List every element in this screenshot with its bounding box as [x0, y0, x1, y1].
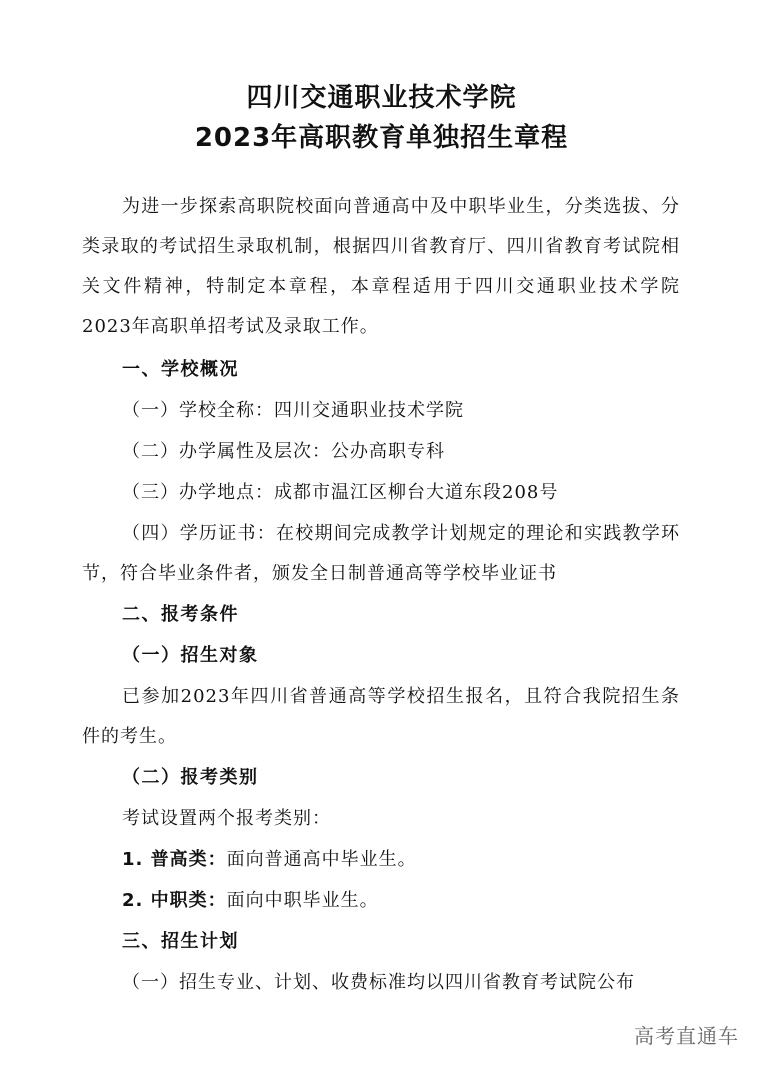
watermark-text: 高考直通车 — [634, 1024, 739, 1048]
intro-paragraph: 为进一步探索高职院校面向普通高中及中职毕业生，分类选拔、分类录取的考试招生录取机制，根据四川省教育厅、四川省教育考试院相关文件精神，特制定本章程，本章程适用于四川交通职业技术学院2023年高职单招考试及录取工作。 — [82, 196, 680, 337]
category-vocational-text: 面向中职毕业生。 — [226, 890, 379, 911]
section2-heading: 二、报考条件 — [122, 604, 239, 625]
category-vocational-label: 2. 中职类： — [122, 890, 227, 911]
enrollment-plan-item: （一）招生专业、计划、收费标准均以四川省教育考试院公布 — [122, 972, 635, 993]
document-title-line2: 2023年高职教育单独招生章程 — [194, 123, 569, 153]
section1-heading: 一、学校概况 — [122, 359, 239, 380]
school-level-item: （二）办学属性及层次：公办高职专科 — [122, 441, 445, 462]
section3-heading: 三、招生计划 — [122, 931, 239, 952]
application-category-heading: （二）报考类别 — [122, 767, 259, 788]
school-name-item: （一）学校全称：四川交通职业技术学院 — [122, 400, 464, 421]
category-general-text: 面向普通高中毕业生。 — [226, 849, 417, 870]
category-general-high-school — [122, 840, 417, 880]
application-category-intro: 考试设置两个报考类别： — [122, 808, 331, 829]
enrollment-target-text: 已参加2023年四川省普通高等学校招生报名，且符合我院招生条件的考生。 — [82, 686, 680, 747]
category-vocational-school — [122, 881, 379, 921]
category-general-label: 1. 普高类： — [122, 849, 227, 870]
enrollment-target-heading: （一）招生对象 — [122, 645, 259, 666]
document-title-line1: 四川交通职业技术学院 — [246, 83, 517, 113]
certificate-item: （四）学历证书：在校期间完成教学计划规定的理论和实践教学环节，符合毕业条件者，颁发全日制普通高等学校毕业证书 — [82, 523, 680, 584]
school-location-item: （三）办学地点：成都市温江区柳台大道东段208号 — [122, 482, 559, 503]
